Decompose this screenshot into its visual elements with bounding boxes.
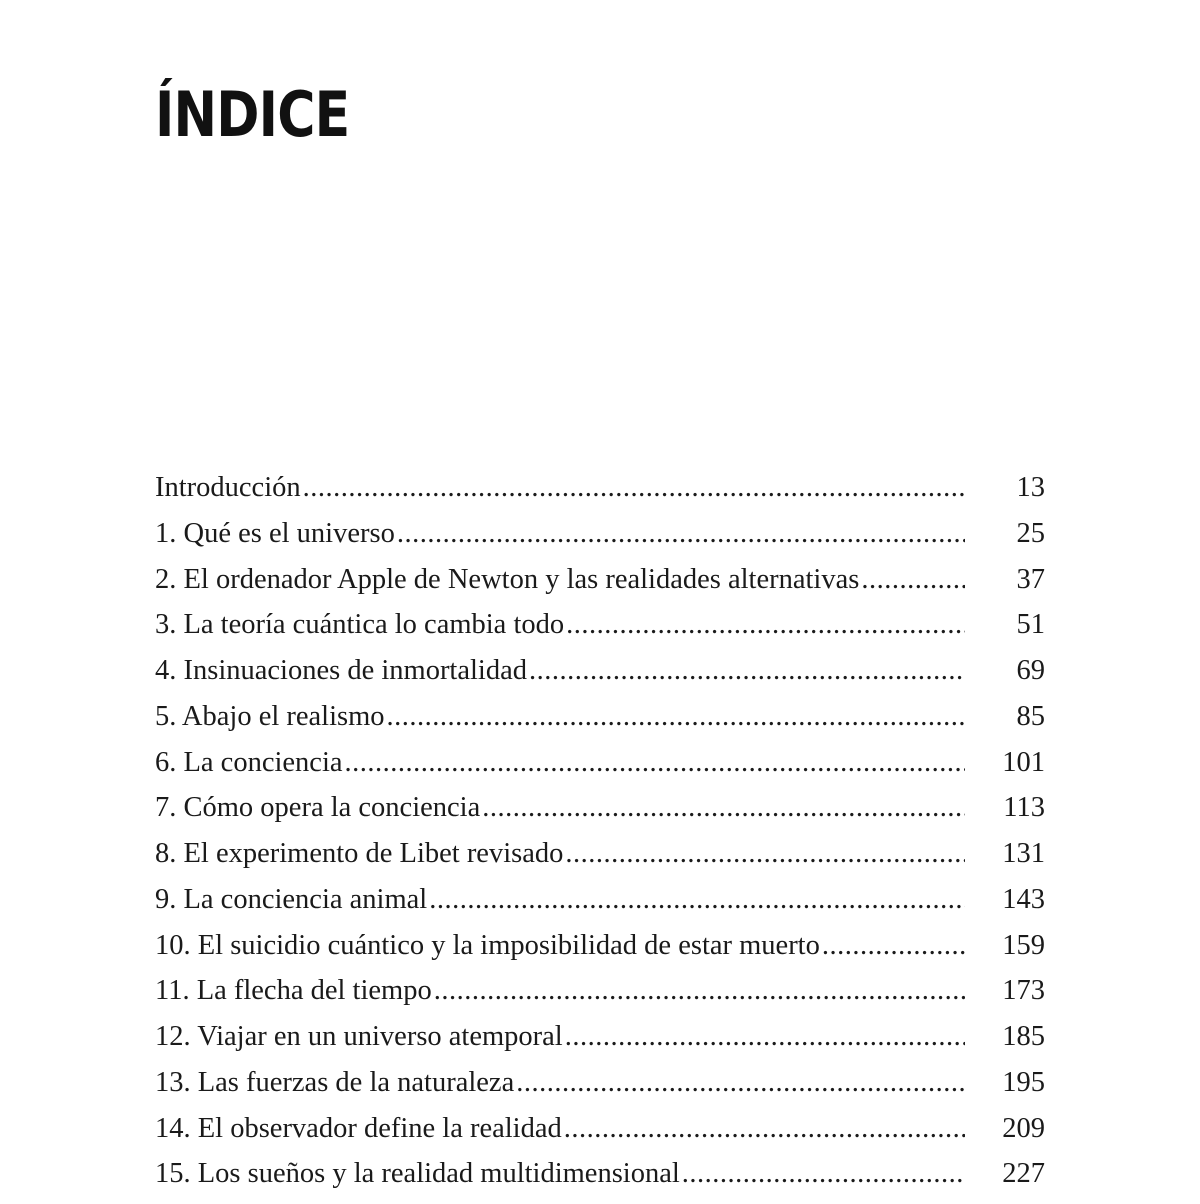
dot-leader	[429, 884, 965, 916]
toc-entry-11	[155, 975, 1045, 1021]
dot-leader	[387, 701, 965, 733]
toc-entry-page: 173	[1002, 975, 1045, 1007]
dot-leader	[516, 1067, 965, 1099]
toc-entry-1	[155, 518, 1045, 564]
toc-entry-13	[155, 1067, 1045, 1113]
dot-leader	[303, 472, 965, 504]
toc-entry-page: 69	[1016, 655, 1045, 686]
dot-leader	[565, 1021, 965, 1053]
toc-entry-page: 227	[1002, 1158, 1045, 1190]
toc-entry-title: 12. Viajar en un universo atemporal	[155, 1021, 563, 1052]
toc-entry-page: 195	[1002, 1066, 1045, 1098]
toc-entry-2	[155, 564, 1045, 610]
toc-entry-title: 15. Los sueños y la realidad multidimensional	[155, 1158, 680, 1190]
toc-entry-15	[155, 1158, 1045, 1204]
toc-entry-page: 101	[1002, 746, 1045, 778]
dot-leader	[345, 747, 965, 779]
toc-entry-title: 1. Qué es el universo	[155, 517, 395, 549]
toc-entry-title: 8. El experimento de Libet revisado	[155, 838, 564, 869]
toc-entry-title: 4. Insinuaciones de inmortalidad	[155, 655, 527, 686]
toc-entry-title: Introducción	[155, 472, 301, 503]
toc-entry-title: 10. El suicidio cuántico y la imposibilidad de estar muerto	[155, 929, 820, 961]
toc-entry-title: 2. El ordenador Apple de Newton y las realidades alternativas	[155, 563, 860, 595]
toc-entry-intro	[155, 472, 1045, 518]
toc-entry-page: 131	[1002, 838, 1045, 869]
toc-entry-12	[155, 1021, 1045, 1067]
toc-entry-7	[155, 792, 1045, 838]
dot-leader	[565, 838, 965, 870]
toc-entry-title: 9. La conciencia animal	[155, 883, 428, 915]
toc-entry-page: 143	[1002, 883, 1045, 915]
toc-entry-page: 185	[1002, 1021, 1045, 1052]
toc-entry-title: 13. Las fuerzas de la naturaleza	[155, 1066, 515, 1098]
toc-entry-page: 37	[1016, 563, 1045, 595]
toc-entry-page: 13	[1016, 472, 1045, 503]
dot-leader	[566, 609, 965, 641]
dot-leader	[529, 655, 965, 687]
toc-entry-9	[155, 884, 1045, 930]
toc-entry-4	[155, 655, 1045, 701]
toc-entry-page: 113	[1003, 792, 1045, 824]
toc-entry-8	[155, 838, 1045, 884]
page-title: ÍNDICE	[155, 78, 350, 151]
toc-entry-title: 5. Abajo el realismo	[155, 700, 385, 732]
toc-entry-page: 25	[1016, 517, 1045, 549]
toc-entry-title: 3. La teoría cuántica lo cambia todo	[155, 609, 565, 641]
toc-entry-title: 7. Cómo opera la conciencia	[155, 792, 481, 824]
toc-entry-6	[155, 747, 1045, 793]
toc-entry-page: 209	[1002, 1112, 1045, 1144]
dot-leader	[682, 1158, 965, 1190]
dot-leader	[564, 1113, 965, 1145]
toc-entry-14	[155, 1113, 1045, 1159]
toc-entry-title: 14. El observador define la realidad	[155, 1112, 562, 1144]
dot-leader	[397, 518, 965, 550]
toc-entry-page: 85	[1016, 700, 1045, 732]
toc-entry-page: 51	[1016, 609, 1045, 641]
dot-leader	[482, 792, 965, 824]
toc-entry-3	[155, 609, 1045, 655]
toc-entry-title: 11. La flecha del tiempo	[155, 975, 432, 1007]
toc-entry-page: 159	[1002, 929, 1045, 961]
table-of-contents	[155, 472, 1045, 1204]
toc-entry-5	[155, 701, 1045, 747]
dot-leader	[822, 930, 965, 962]
dot-leader	[861, 564, 965, 596]
toc-entry-title: 6. La conciencia	[155, 746, 343, 778]
dot-leader	[434, 975, 965, 1007]
toc-entry-10	[155, 930, 1045, 976]
